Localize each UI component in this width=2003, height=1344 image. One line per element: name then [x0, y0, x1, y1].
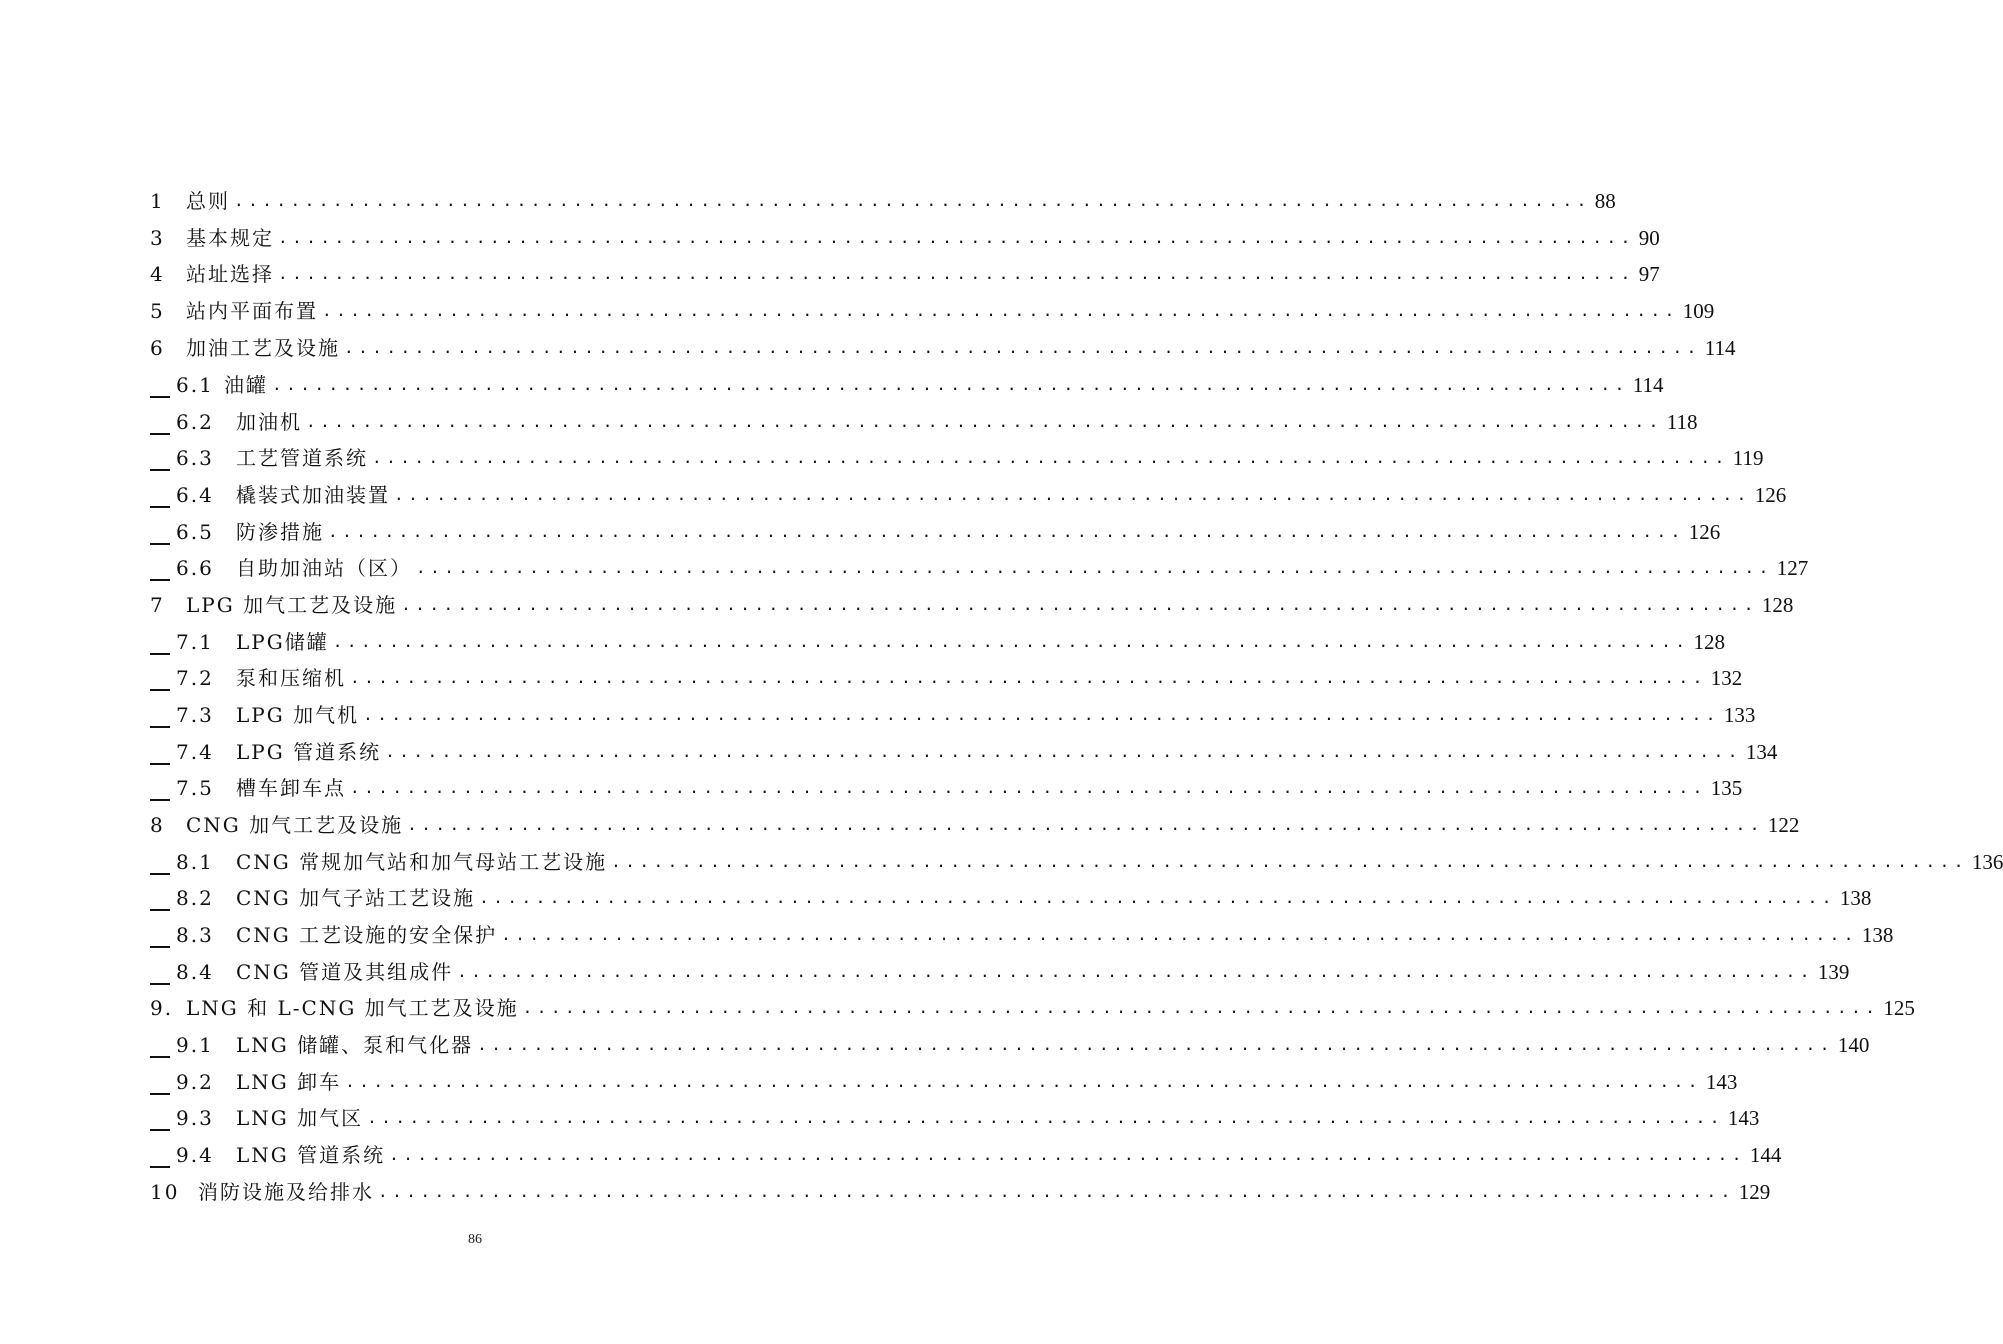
toc-entry[interactable]: [150, 584, 1794, 618]
toc-entry-number: 6.1: [176, 373, 214, 397]
toc-entry-page: 135: [1710, 776, 1743, 800]
subentry-marker: [150, 506, 170, 508]
toc-entry-number: 8.2: [176, 886, 214, 910]
toc-entry-number: 9.4: [176, 1143, 214, 1167]
toc-dot-leader: ................................................................................................: [477, 1035, 1834, 1054]
toc-subentry[interactable]: [176, 914, 1894, 948]
toc-entry-number: 6.2: [176, 410, 214, 434]
toc-entry-page: 97: [1638, 262, 1660, 286]
toc-entry-number: 5: [150, 299, 165, 323]
toc-subentry[interactable]: [176, 841, 2003, 875]
toc-entry-number: 7.3: [176, 703, 214, 727]
toc-subentry[interactable]: [176, 474, 1787, 508]
toc-entry-page: 134: [1745, 740, 1778, 764]
subentry-marker: [150, 873, 170, 875]
toc-entry-page: 114: [1632, 373, 1664, 397]
toc-entry-page: 144: [1749, 1143, 1782, 1167]
toc-subentry[interactable]: [176, 511, 1721, 545]
toc-entry-title: LPG 管道系统: [236, 740, 382, 764]
toc-entry-number: 8: [150, 813, 165, 837]
toc-entry-title: LNG 管道系统: [236, 1143, 386, 1167]
toc-entry-number: 6: [150, 336, 165, 360]
toc-entry-number: 10: [150, 1180, 180, 1204]
toc-entry[interactable]: [150, 217, 1660, 251]
toc-entry-number: 7.1: [176, 630, 214, 654]
toc-subentry[interactable]: [176, 401, 1698, 435]
subentry-marker: [150, 1166, 170, 1168]
subentry-marker: [150, 1129, 170, 1131]
toc-dot-leader: ................................................................................................: [345, 1072, 1702, 1091]
toc-dot-leader: ................................................................................................: [234, 191, 1591, 210]
toc-dot-leader: ................................................................................................: [350, 668, 1707, 687]
subentry-marker: [150, 689, 170, 691]
toc-entry-title: LNG 加气区: [236, 1106, 364, 1130]
toc-entry-title: CNG 管道及其组成件: [236, 960, 454, 984]
subentry-marker: [150, 653, 170, 655]
toc-entry-page: 90: [1638, 226, 1660, 250]
toc-entry-title: 自助加油站（区）: [236, 556, 412, 580]
toc-dot-leader: ................................................................................................: [394, 485, 1751, 504]
toc-entry-title: LPG 加气机: [236, 703, 360, 727]
toc-entry-page: 109: [1682, 299, 1715, 323]
toc-subentry[interactable]: [176, 731, 1778, 765]
toc-entry-number: 8.1: [176, 850, 214, 874]
toc-entry-number: 6.5: [176, 520, 214, 544]
toc-entry-number: 1: [150, 189, 165, 213]
toc-subentry[interactable]: [176, 437, 1764, 471]
subentry-marker: [150, 909, 170, 911]
toc-dot-leader: ................................................................................................: [401, 595, 1758, 614]
toc-entry-number: 9.3: [176, 1106, 214, 1130]
toc-dot-leader: ................................................................................................: [363, 705, 1720, 724]
toc-entry-title: 泵和压缩机: [236, 666, 346, 690]
toc-entry-title: LPG储罐: [236, 630, 329, 654]
subentry-marker: [150, 469, 170, 471]
toc-entry-title: 工艺管道系统: [236, 446, 368, 470]
toc-subentry[interactable]: [176, 364, 1664, 398]
toc-entry-number: 7.2: [176, 666, 214, 690]
subentry-marker: [150, 543, 170, 545]
subentry-marker: [150, 579, 170, 581]
toc-entry-title: LNG 储罐、泵和气化器: [236, 1033, 474, 1057]
toc-entry[interactable]: [150, 804, 1800, 838]
subentry-marker: [150, 763, 170, 765]
toc-entry-page: 143: [1705, 1070, 1738, 1094]
toc-entry-title: 加油工艺及设施: [186, 336, 340, 360]
toc-subentry[interactable]: [176, 1097, 1760, 1131]
subentry-marker: [150, 946, 170, 948]
toc-entry-page: 133: [1723, 703, 1756, 727]
toc-dot-leader: ................................................................................................: [278, 264, 1635, 283]
toc-entry-number: 9.2: [176, 1070, 214, 1094]
toc-entry[interactable]: [150, 327, 1736, 361]
toc-entry-page: 88: [1594, 189, 1616, 213]
toc-dot-leader: ................................................................................................: [332, 632, 1690, 651]
toc-entry-number: 6.6: [176, 556, 214, 580]
toc-subentry[interactable]: [176, 547, 1809, 581]
toc-dot-leader: ................................................................................................: [278, 228, 1635, 247]
toc-entry-number: 9.1: [176, 1033, 214, 1057]
toc-entry-title: 防渗措施: [236, 520, 324, 544]
toc-entry-title: LNG 和 L-CNG 加气工艺及设施: [186, 996, 519, 1020]
toc-subentry[interactable]: [176, 1061, 1738, 1095]
toc-entry-number: 9.: [150, 996, 174, 1020]
toc-entry-title: 槽车卸车点: [236, 776, 346, 800]
toc-dot-leader: ................................................................................................: [501, 925, 1858, 944]
toc-entry-title: 站址选择: [186, 262, 274, 286]
toc-entry-page: 140: [1837, 1033, 1870, 1057]
toc-entry[interactable]: [150, 253, 1660, 287]
toc-entry-page: 126: [1688, 520, 1721, 544]
toc-entry-page: 128: [1761, 593, 1794, 617]
toc-entry-title: CNG 加气子站工艺设施: [236, 886, 476, 910]
toc-dot-leader: ................................................................................................: [344, 338, 1701, 357]
subentry-marker: [150, 726, 170, 728]
toc-dot-leader: ................................................................................................: [306, 412, 1663, 431]
toc-subentry[interactable]: [176, 694, 1756, 728]
toc-entry-title: 总则: [186, 189, 230, 213]
toc-entry-title: CNG 常规加气站和加气母站工艺设施: [236, 850, 608, 874]
toc-entry-page: 128: [1693, 630, 1725, 654]
toc-entry-page: 125: [1883, 996, 1915, 1020]
toc-entry-number: 7: [150, 593, 165, 617]
toc-entry-number: 4: [150, 262, 165, 286]
toc-dot-leader: ................................................................................................: [479, 888, 1836, 907]
toc-subentry[interactable]: [176, 621, 1725, 655]
toc-entry-title: 基本规定: [186, 226, 274, 250]
toc-entry-page: 138: [1839, 886, 1872, 910]
toc-dot-leader: ................................................................................................: [389, 1145, 1746, 1164]
toc-entry[interactable]: [150, 290, 1715, 324]
toc-subentry[interactable]: [176, 657, 1743, 691]
toc-entry-title: 油罐: [224, 373, 268, 397]
page-number: 86: [468, 1232, 482, 1247]
toc-dot-leader: ................................................................................................: [407, 815, 1764, 834]
toc-dot-leader: ................................................................................................: [522, 998, 1880, 1017]
toc-entry-title: 站内平面布置: [186, 299, 318, 323]
subentry-marker: [150, 799, 170, 801]
toc-dot-leader: ................................................................................................: [272, 375, 1629, 394]
toc-entry-number: 7.4: [176, 740, 214, 764]
toc-entry-number: 3: [150, 226, 165, 250]
toc-entry-title: LPG 加气工艺及设施: [186, 593, 398, 617]
toc-entry[interactable]: [150, 180, 1616, 214]
toc-dot-leader: ................................................................................................: [350, 778, 1707, 797]
toc-subentry[interactable]: [176, 1134, 1782, 1168]
toc-entry-title: CNG 加气工艺及设施: [186, 813, 404, 837]
toc-entry-page: 143: [1727, 1106, 1760, 1130]
toc-entry-number: 6.3: [176, 446, 214, 470]
toc-entry-page: 119: [1732, 446, 1764, 470]
toc-dot-leader: ................................................................................................: [457, 962, 1814, 981]
toc-dot-leader: ................................................................................................: [367, 1108, 1724, 1127]
toc-entry-title: LNG 卸车: [236, 1070, 342, 1094]
subentry-marker: [150, 396, 170, 398]
toc-entry-number: 6.4: [176, 483, 214, 507]
toc-entry[interactable]: [150, 1171, 1771, 1205]
toc-entry-title: CNG 工艺设施的安全保护: [236, 923, 498, 947]
subentry-marker: [150, 1056, 170, 1058]
subentry-marker: [150, 1093, 170, 1095]
toc-dot-leader: ................................................................................................: [322, 301, 1679, 320]
subentry-marker: [150, 983, 170, 985]
toc-subentry[interactable]: [176, 877, 1872, 911]
toc-entry-page: 126: [1754, 483, 1787, 507]
toc-entry[interactable]: [150, 987, 1915, 1021]
toc-entry-page: 114: [1704, 336, 1736, 360]
toc-entry-page: 136: [1971, 850, 2003, 874]
toc-entry-title: 消防设施及给排水: [198, 1180, 374, 1204]
toc-entry-page: 127: [1776, 556, 1809, 580]
toc-subentry[interactable]: [176, 767, 1743, 801]
toc-entry-number: 8.4: [176, 960, 214, 984]
toc-dot-leader: ................................................................................................: [416, 558, 1773, 577]
toc-dot-leader: ................................................................................................: [328, 522, 1685, 541]
toc-entry-page: 139: [1817, 960, 1850, 984]
toc-entry-title: 加油机: [236, 410, 302, 434]
toc-entry-page: 129: [1738, 1180, 1771, 1204]
toc-entry-page: 138: [1861, 923, 1894, 947]
toc-entry-page: 122: [1767, 813, 1800, 837]
toc-entry-title: 橇装式加油装置: [236, 483, 390, 507]
toc-dot-leader: ................................................................................................: [372, 448, 1729, 467]
toc-subentry[interactable]: [176, 951, 1850, 985]
toc-entry-number: 7.5: [176, 776, 214, 800]
subentry-marker: [150, 433, 170, 435]
toc-dot-leader: ................................................................................................: [611, 852, 1968, 871]
toc-dot-leader: ................................................................................................: [385, 742, 1742, 761]
toc-entry-number: 8.3: [176, 923, 214, 947]
toc-subentry[interactable]: [176, 1024, 1870, 1058]
toc-entry-page: 132: [1710, 666, 1743, 690]
toc-dot-leader: ................................................................................................: [378, 1182, 1735, 1201]
toc-entry-page: 118: [1666, 410, 1698, 434]
